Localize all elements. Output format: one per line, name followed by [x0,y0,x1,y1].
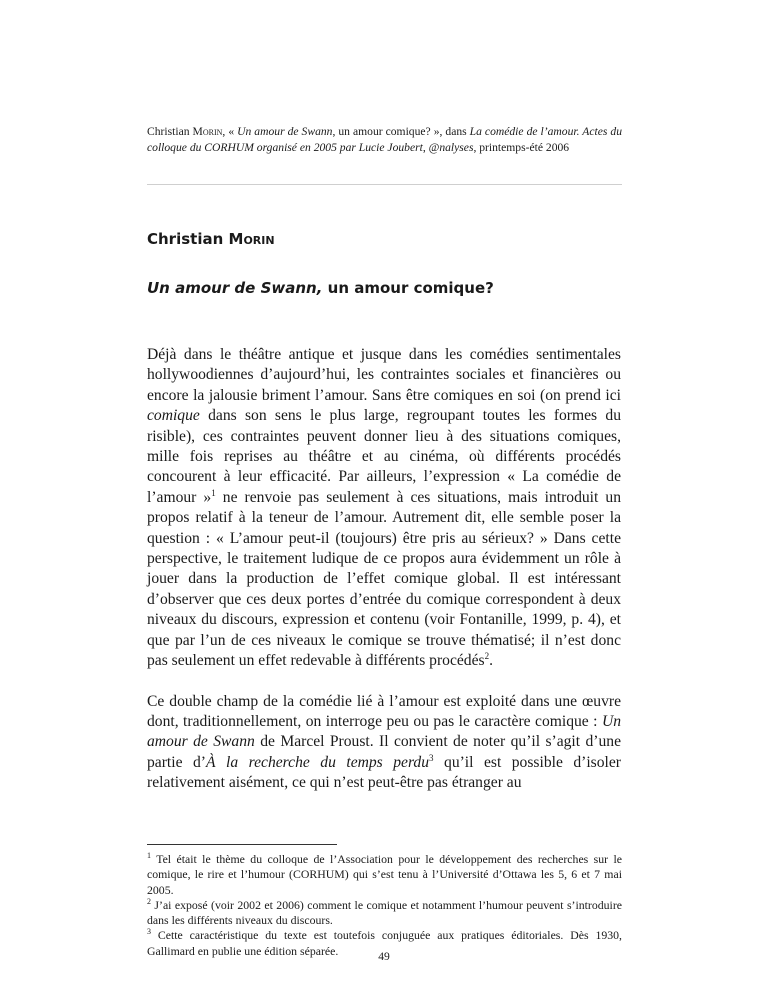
page-number: 49 [378,950,390,963]
citation-header [147,124,622,155]
footnote-text: Tel était le thème du colloque de l’Association pour le développement des recherches sur le comique, le rire et l’humour (CORHUM) qui s’est tenu à l’Université d’Ottawa les 5, 6 et 7 mai 2005. [147,852,622,897]
text-run: Déjà dans le théâtre antique et jusque dans les comédies sentimentales hollywoodiennes d’aujourd’hui, les contraintes sociales et financières ou encore la jalousie briment l’amour. Sans être comiques en soi (on prend ici [147,346,621,404]
emphasis: À la recherche du temps perdu [205,753,430,771]
header-sep: , « [222,125,238,138]
emphasis: comique [147,407,200,425]
footnotes [147,852,622,959]
title-italic: Un amour de Swann, [147,279,323,297]
footnote-2 [147,898,622,929]
paragraph-2 [147,692,621,794]
header-book-title: La comédie de l’amour. Actes du colloque du CORHUM organisé en 2005 par Lucie Joubert [147,125,622,154]
text-run: . [489,652,493,670]
footnote-ref-1[interactable]: 1 [211,487,216,498]
text-run: ne renvoie pas seulement à ces situations, mais introduit un propos relatif à la teneur de l’amour. Autrement dit, elle semble poser la question : « L’amour peut-il (toujours) être pris au sérieux? » Dans cette perspective, le traitement ludique de ce propos aura évidemment un rôle à jouer dans la production de l’effet comique global. Il est intéressant d’observer que ces deux portes d’entrée du comique correspondent à deux niveaux du discours, expression et contenu (voir Fontanille, 1999, p. 4), et que par l’un de ces niveaux le comique se trouve thématisé; il n’est donc pas seulement un effet redevable à différents procédés [147,488,621,670]
footnote-number: 1 [147,851,151,861]
footnote-1 [147,852,622,898]
footnote-number: 2 [147,896,151,906]
author-first: Christian [147,230,224,248]
footnote-number: 3 [147,927,151,937]
paragraph-1 [147,345,621,672]
author-name [147,230,275,248]
footnote-ref-2[interactable]: 2 [484,650,490,661]
header-issue: , printemps-été 2006 [473,140,570,154]
header-journal: @nalyses [428,140,474,154]
text-run: de Marcel Proust. Il convient de noter qu’il s’agit d’une partie d’ [147,733,621,771]
footnote-text: Cette caractéristique du texte est toutefois conjuguée aux pratiques éditoriales. Dès 1930, Gallimard en publie une édition séparée. [147,928,622,958]
article-body [147,345,621,794]
footnote-divider [147,844,337,845]
header-chapter-rest: , un amour comique? », dans [332,125,470,138]
text-run: dans son sens le plus large, regroupant toutes les formes du risible), ces contraintes peuvent donner lieu à des situations comiques, mille fois reprises au théâtre et au cinéma, où différents procédés concourent à leur efficacité. Par ailleurs, l’expression « La comédie de l’amour » [147,407,621,506]
author-last: Morin [228,230,275,248]
header-author-last: Morin [192,125,223,138]
header-sep: , [422,140,429,154]
footnote-ref-3[interactable]: 3 [429,752,434,763]
text-run: qu’il est possible d’isoler relativement aisément, ce qui n’est peut-être pas étranger au [147,753,621,792]
header-divider [147,184,622,185]
footnote-text: J’ai exposé (voir 2002 et 2006) comment le comique et notamment l’humour peuvent s’introduire dans les différents niveaux du discours. [147,897,622,928]
article-title [147,279,494,297]
emphasis: Un amour de Swann [147,712,621,751]
text-run: Ce double champ de la comédie lié à l’amour est exploité dans une œuvre dont, traditionnellement, on interroge peu ou pas le caractère comique : [147,692,621,730]
header-author-first: Christian [147,125,190,138]
header-chapter-italic: Un amour de Swann [237,125,333,138]
title-rest: un amour comique? [322,279,494,297]
